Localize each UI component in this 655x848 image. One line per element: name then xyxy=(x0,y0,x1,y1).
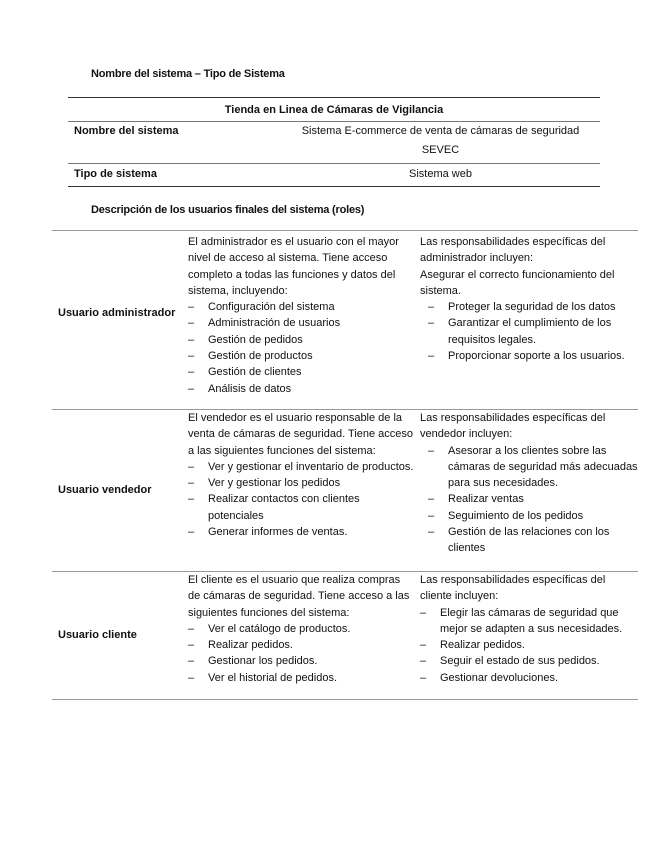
role-responsibilities xyxy=(420,410,638,557)
role-row-client xyxy=(52,571,638,700)
responsibilities-intro: Las responsabilidades específicas del vendedor incluyen: xyxy=(420,412,606,441)
roles-table xyxy=(52,230,638,700)
list-item: – Ver y gestionar el inventario de productos. xyxy=(188,459,414,475)
role-description xyxy=(188,410,414,540)
list-item: – Realizar pedidos. xyxy=(188,637,414,653)
responsibilities-list xyxy=(420,299,638,364)
list-item: – Proteger la seguridad de los datos xyxy=(420,299,638,315)
list-item: – Gestión de las relaciones con los clientes xyxy=(420,524,638,557)
list-item: – Gestionar los pedidos. xyxy=(188,653,414,669)
list-item: – Gestionar devoluciones. xyxy=(420,670,638,686)
list-item: – Realizar contactos con clientes potenciales xyxy=(188,491,414,524)
role-description-text: El cliente es el usuario que realiza compras de cámaras de seguridad. Tiene acceso a las siguientes funciones del sistema: xyxy=(188,574,410,619)
role-description-text: El administrador es el usuario con el mayor nivel de acceso al sistema. Tiene acceso completo a todas las funciones y datos del sistema, incluyendo: xyxy=(188,236,399,297)
role-name: Usuario cliente xyxy=(58,629,137,641)
list-item: – Ver el catálogo de productos. xyxy=(188,621,414,637)
system-type-value: Sistema web xyxy=(409,168,472,180)
list-item: – Análisis de datos xyxy=(188,381,414,397)
role-row-admin xyxy=(52,230,638,409)
system-type-label: Tipo de sistema xyxy=(74,168,157,180)
list-item: – Proporcionar soporte a los usuarios. xyxy=(420,348,638,364)
role-description-text: El vendedor es el usuario responsable de la venta de cámaras de seguridad. Tiene acceso a las siguientes funciones del sistema: xyxy=(188,412,414,457)
list-item: – Realizar ventas xyxy=(420,491,638,507)
system-name-value-line2: SEVEC xyxy=(421,144,460,156)
table-top-rule xyxy=(68,97,600,98)
list-item: – Administración de usuarios xyxy=(188,315,414,331)
list-item: – Garantizar el cumplimiento de los requisitos legales. xyxy=(420,315,638,348)
list-item: – Ver el historial de pedidos. xyxy=(188,670,414,686)
responsibilities-list xyxy=(420,443,638,557)
list-item: – Seguir el estado de sus pedidos. xyxy=(420,653,638,669)
responsibilities-intro: Las responsabilidades específicas del administrador incluyen: xyxy=(420,236,606,265)
role-description xyxy=(188,572,414,686)
role-responsibilities xyxy=(420,234,638,364)
list-item: – Seguimiento de los pedidos xyxy=(420,508,638,524)
section-title-users: Descripción de los usuarios finales del sistema (roles) xyxy=(91,204,365,216)
role-row-seller xyxy=(52,409,638,571)
system-name-value-line1: Sistema E-commerce de venta de cámaras de seguridad xyxy=(301,125,580,137)
table-bottom-rule xyxy=(68,186,600,187)
table-row-rule xyxy=(68,163,600,164)
responsibilities-intro: Las responsabilidades específicas del cliente incluyen: xyxy=(420,574,606,603)
list-item: – Gestión de pedidos xyxy=(188,332,414,348)
list-item: – Gestión de productos xyxy=(188,348,414,364)
role-name: Usuario administrador xyxy=(58,307,176,319)
role-description xyxy=(188,234,414,397)
role-responsibilities xyxy=(420,572,638,686)
system-name-value xyxy=(283,122,598,160)
list-item: – Ver y gestionar los pedidos xyxy=(188,475,414,491)
role-function-list xyxy=(188,299,414,397)
list-item: – Gestión de clientes xyxy=(188,364,414,380)
role-name: Usuario vendedor xyxy=(58,484,152,496)
list-item: – Generar informes de ventas. xyxy=(188,524,414,540)
role-function-list xyxy=(188,621,414,686)
responsibilities-list xyxy=(420,605,638,686)
list-item: – Elegir las cámaras de seguridad que mejor se adapten a sus necesidades. xyxy=(420,605,638,638)
section-title-system: Nombre del sistema – Tipo de Sistema xyxy=(91,68,285,80)
list-item: – Realizar pedidos. xyxy=(420,637,638,653)
responsibilities-lead: Asegurar el correcto funcionamiento del sistema. xyxy=(420,268,615,297)
system-name-label: Nombre del sistema xyxy=(74,125,179,137)
list-item: – Configuración del sistema xyxy=(188,299,414,315)
list-item: – Asesorar a los clientes sobre las cámaras de seguridad más adecuadas para sus necesidades. xyxy=(420,443,638,492)
info-table-title: Tienda en Linea de Cámaras de Vigilancia xyxy=(224,104,444,116)
role-function-list xyxy=(188,459,414,540)
